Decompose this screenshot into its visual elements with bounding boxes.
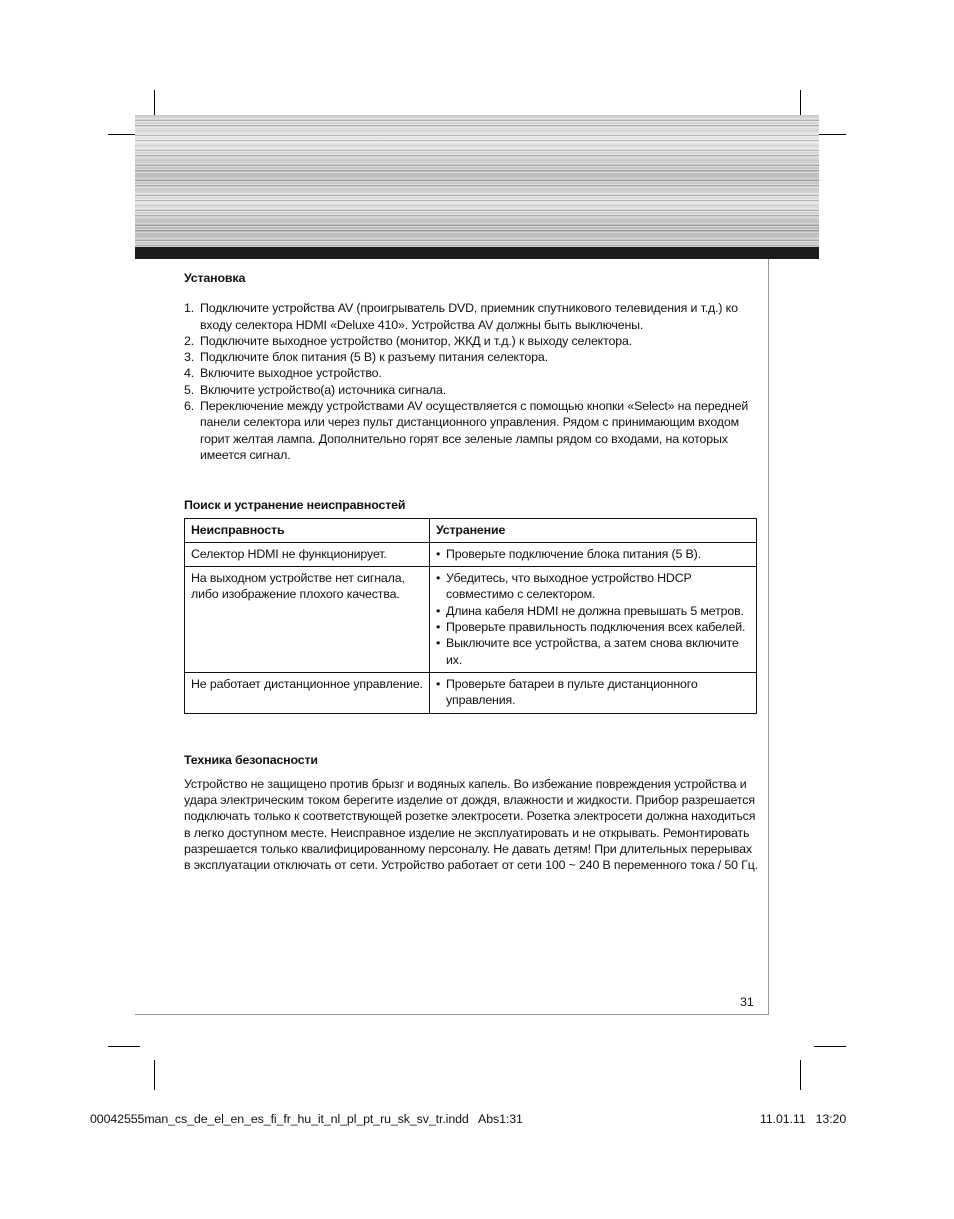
table-row bbox=[185, 542, 757, 566]
problem-cell: На выходном устройстве нет сигнала, либо изображение плохого качества. bbox=[185, 567, 430, 673]
solution-text: Убедитесь, что выходное устройство HDCP совместимо с селектором. bbox=[446, 571, 692, 602]
list-item bbox=[184, 398, 760, 463]
solution-item: • Проверьте подключение блока питания (5 В). bbox=[436, 546, 701, 561]
footer-file-info: 00042555man_cs_de_el_en_es_fi_fr_hu_it_nl_pl_pt_ru_sk_sv_tr.indd Abs1:31 bbox=[90, 1112, 523, 1126]
header-banner bbox=[135, 115, 819, 250]
troubleshooting-table bbox=[184, 518, 757, 714]
solution-text: Проверьте правильность подключения всех кабелей. bbox=[446, 620, 746, 635]
step-number: 1. bbox=[184, 301, 195, 316]
footer-date: 11.01.11 13:20 bbox=[760, 1112, 847, 1126]
step-number: 6. bbox=[184, 399, 195, 414]
page-rule-right bbox=[768, 259, 769, 1014]
step-number: 4. bbox=[184, 366, 195, 381]
solution-item: • Проверьте батареи в пульте дистанционного управления. bbox=[436, 676, 698, 708]
step-text: Включите устройство(а) источника сигнала. bbox=[200, 382, 447, 397]
step-number: 2. bbox=[184, 333, 195, 348]
table-row bbox=[185, 672, 757, 713]
crop-mark bbox=[814, 1046, 846, 1047]
solution-text: Проверьте батареи в пульте дистанционного управления. bbox=[446, 676, 698, 708]
list-item bbox=[184, 333, 760, 349]
list-item bbox=[184, 365, 760, 381]
solution-cell bbox=[430, 567, 757, 673]
list-item bbox=[184, 382, 760, 398]
step-text: Подключите устройства AV (проигрыватель DVD, приемник спутникового телевидения и т.д.) ко входу селектора HDMI «Deluxe 410». Устройства AV должны быть выключены. bbox=[200, 301, 738, 332]
list-item bbox=[184, 349, 760, 365]
troubleshooting-heading: Поиск и устранение неисправностей bbox=[184, 498, 406, 513]
column-header-problem: Неисправность bbox=[185, 518, 430, 542]
step-number: 3. bbox=[184, 350, 195, 365]
table-header-row bbox=[185, 518, 757, 542]
step-text: Подключите блок питания (5 В) к разъему питания селектора. bbox=[200, 350, 548, 365]
crop-mark bbox=[108, 1046, 140, 1047]
step-text: Включите выходное устройство. bbox=[200, 366, 382, 381]
installation-heading: Установка bbox=[184, 271, 246, 285]
step-number: 5. bbox=[184, 382, 195, 397]
crop-mark bbox=[800, 1060, 801, 1090]
column-header-solution: Устранение bbox=[430, 518, 757, 542]
step-text: Подключите выходное устройство (монитор, ЖКД и т.д.) к выходу селектора. bbox=[200, 333, 632, 348]
solution-text: Длина кабеля HDMI не должна превышать 5 метров. bbox=[446, 603, 744, 618]
crop-mark bbox=[154, 1060, 155, 1090]
step-text: Переключение между устройствами AV осуществляется с помощью кнопки «Select» на передней панели селектора или через пульт дистанционного управления. Рядом с принимающим входом горит желтая лампа. Дополнительно горят все зеленые лампы рядом со входами, на которых имеется сигнал. bbox=[200, 399, 749, 462]
header-banner-bar bbox=[135, 247, 819, 259]
problem-cell: Не работает дистанционное управление. bbox=[185, 672, 430, 713]
safety-heading: Техника безопасности bbox=[184, 752, 318, 767]
page-rule-bottom bbox=[135, 1014, 769, 1015]
table-row bbox=[185, 567, 757, 673]
solution-item: • Проверьте правильность подключения всех кабелей. bbox=[436, 620, 746, 635]
problem-cell: Селектор HDMI не функционирует. bbox=[185, 542, 430, 566]
page-number: 31 bbox=[740, 995, 754, 1009]
solution-item: • Убедитесь, что выходное устройство HDCP совместимо с селектором. bbox=[436, 571, 692, 602]
solution-item: • Выключите все устройства, а затем снова включите их. bbox=[436, 636, 739, 667]
solution-text: Проверьте подключение блока питания (5 В). bbox=[446, 546, 701, 561]
installation-steps bbox=[184, 300, 760, 463]
safety-text: Устройство не защищено против брызг и водяных капель. Во избежание повреждения устройства и удара электрическим током берегите изделие от дождя, влажности и жидкости. Прибор разрешается подключать только к соответствующей розетке электросети. Розетка электросети должна находиться в легко доступном месте. Неисправное изделие не эксплуатировать и не открывать. Ремонтировать разрешается только квалифицированному персоналу. Не давать детям! При длительных перерывах в эксплуатации отключать от сети. Устройство работает от сети 100 ~ 240 В переменного тока / 50 Гц. bbox=[184, 776, 758, 873]
list-item bbox=[184, 300, 760, 333]
solution-text: Выключите все устройства, а затем снова включите их. bbox=[446, 636, 739, 667]
solution-cell bbox=[430, 672, 757, 713]
page-content bbox=[184, 270, 760, 874]
solution-item: • Длина кабеля HDMI не должна превышать 5 метров. bbox=[436, 603, 744, 618]
solution-cell bbox=[430, 542, 757, 566]
